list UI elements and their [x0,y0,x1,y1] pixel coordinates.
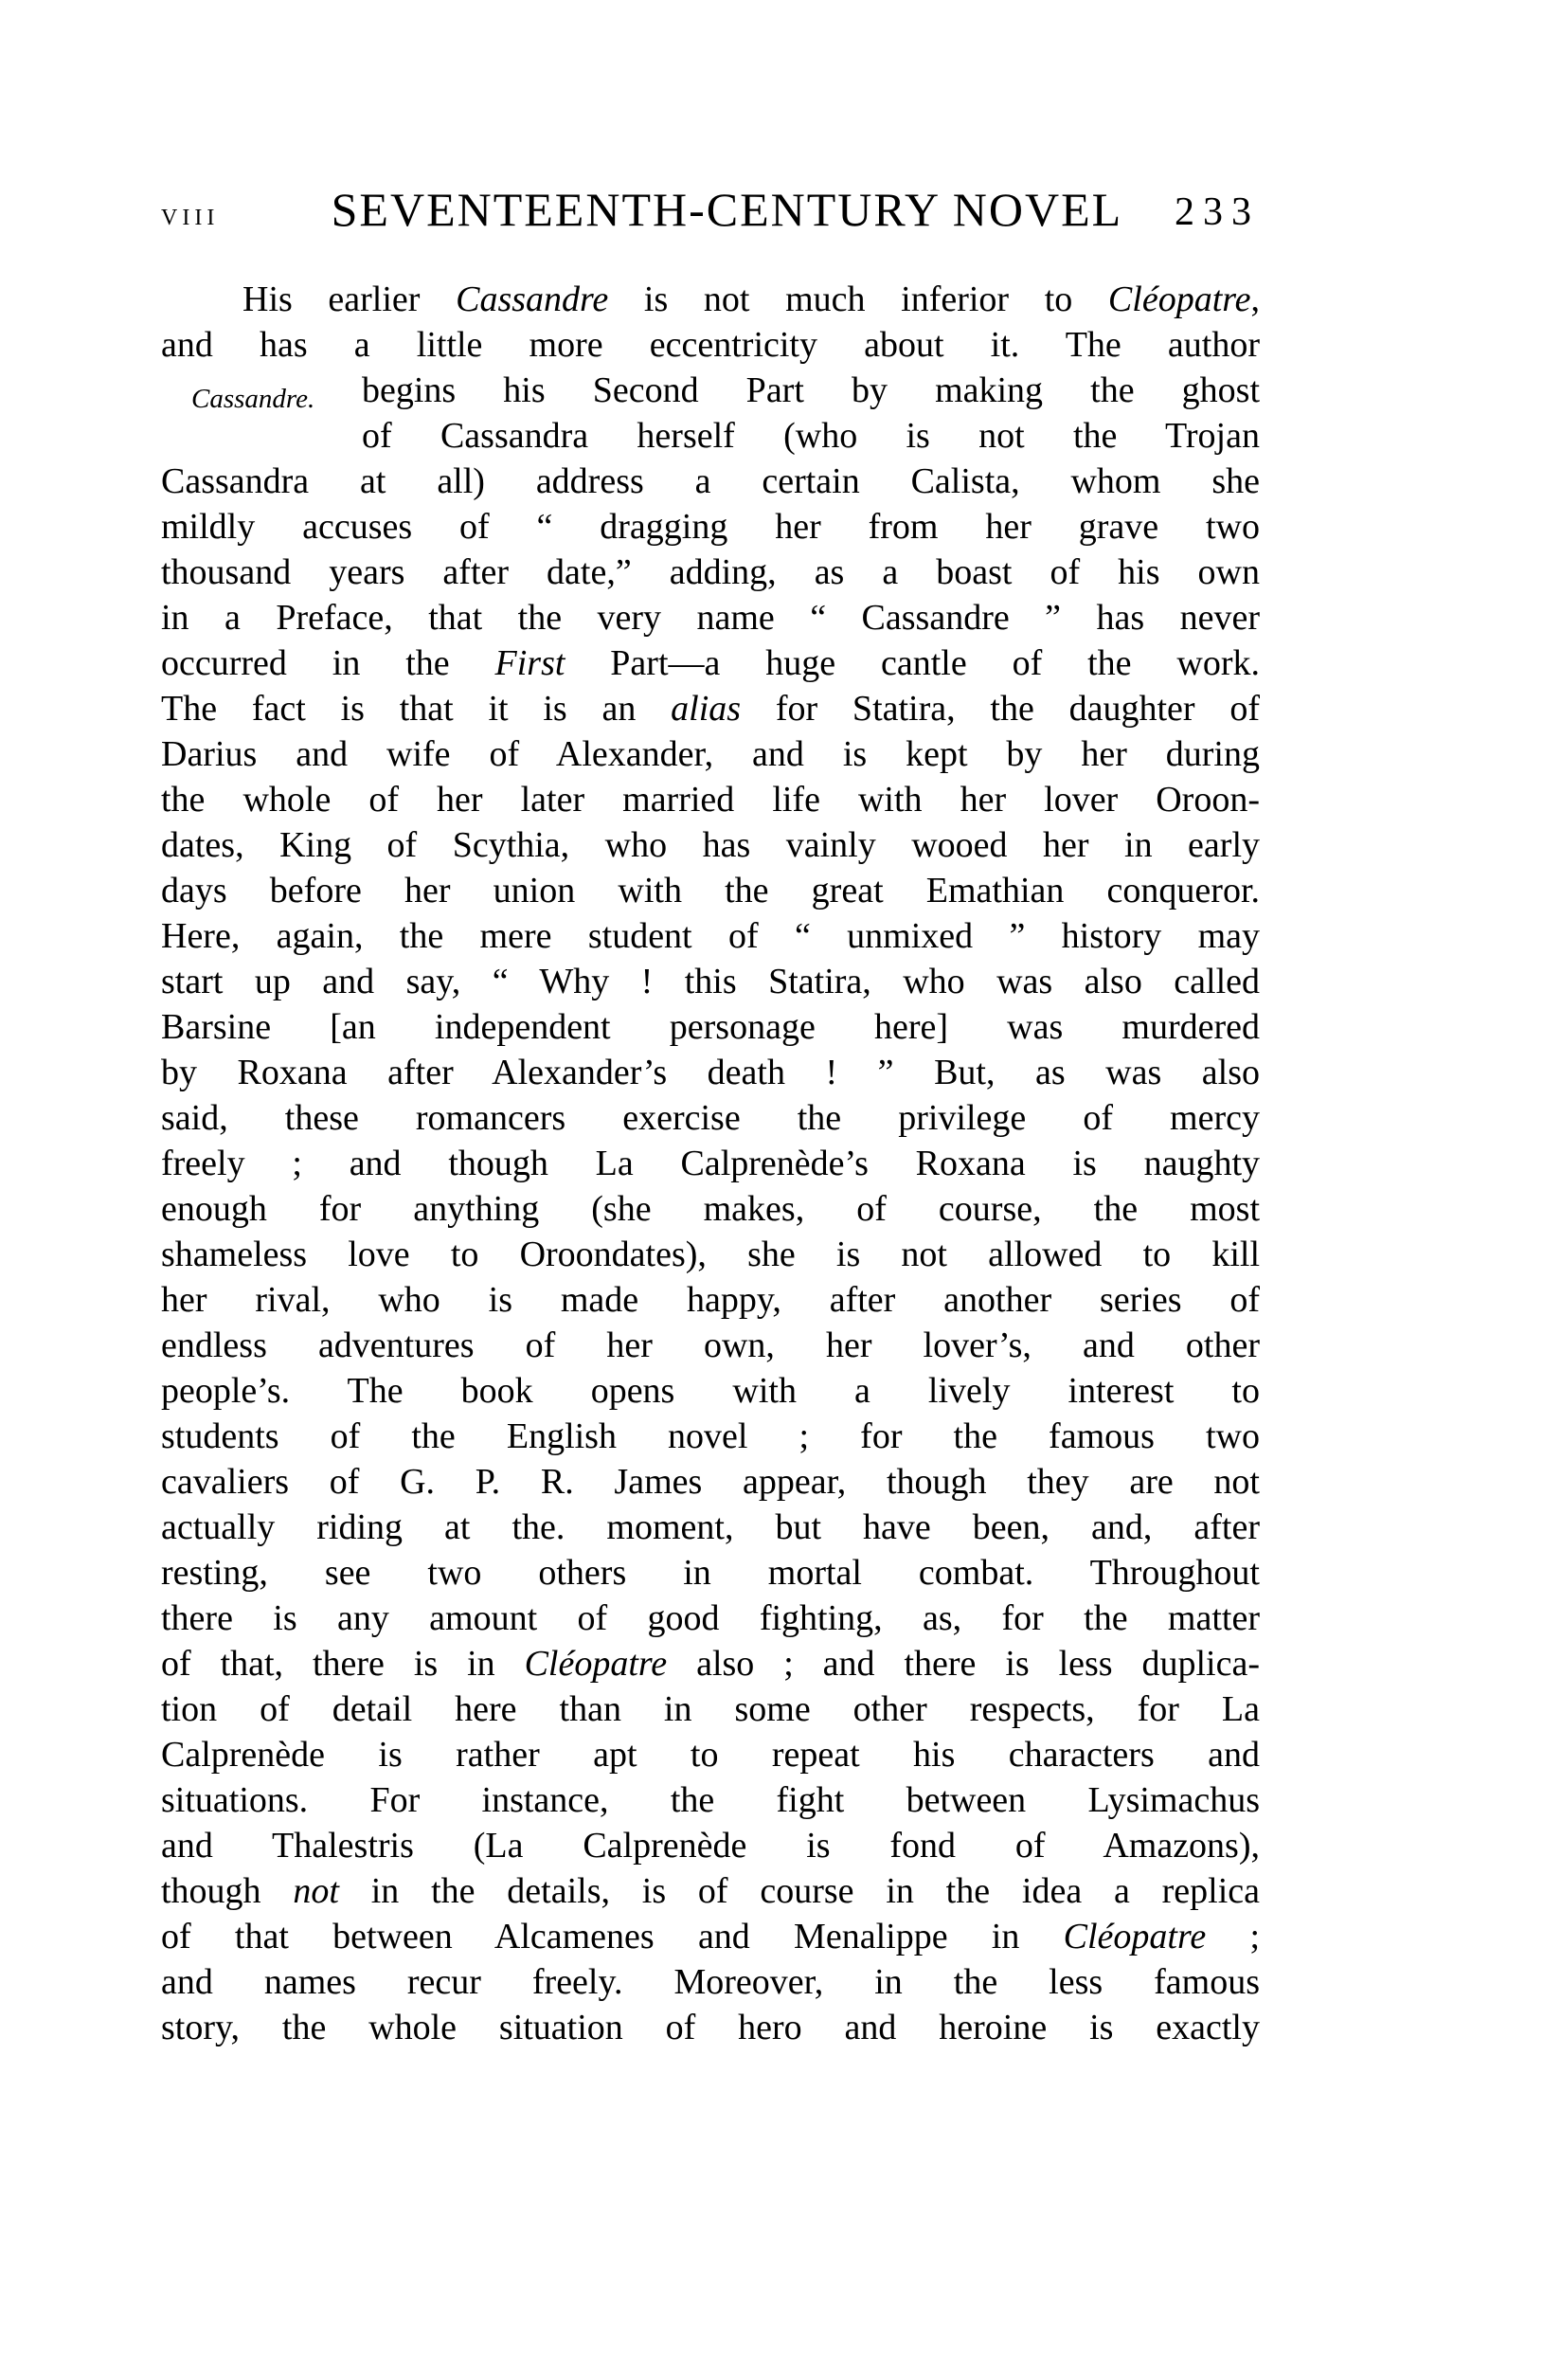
text-line [161,686,1260,731]
text-segment: tion of detail here than in some other respects, for La [161,1689,1260,1729]
text-segment: freely ; and though La Calprenède’s Roxana is naughty [161,1144,1260,1183]
text-line [161,868,1260,913]
text-line [161,1641,1260,1686]
text-line [161,1186,1260,1232]
text-line [161,1959,1260,2005]
text-line [161,1232,1260,1277]
text-segment: by Roxana after Alexander’s death ! ” But, as was also [161,1053,1260,1092]
text-segment: mildly accuses of “ dragging her from her grave two [161,507,1260,547]
text-line [161,1459,1260,1505]
text-segment: begins his Second Part by making the ghost [362,370,1260,410]
italic-text: First [494,643,565,683]
text-line [161,1414,1260,1459]
text-line [161,822,1260,868]
text-segment: and Thalestris (La Calprenède is fond of Amazons), [161,1826,1260,1866]
text-segment: ; [1206,1917,1260,1956]
text-segment: is not much inferior to [608,279,1108,319]
text-segment: actually riding at the. moment, but have been, and, after [161,1507,1260,1547]
text-segment: enough for anything (she makes, of course, the most [161,1189,1260,1229]
text-segment: start up and say, “ Why ! this Statira, who was also called [161,962,1260,1001]
text-line [161,2005,1260,2050]
text-line [161,1323,1260,1368]
text-line [161,1004,1260,1050]
text-segment: Darius and wife of Alexander, and is kept by her during [161,734,1260,774]
text-line [161,504,1260,550]
text-segment: days before her union with the great Emathian conqueror. [161,871,1260,911]
text-segment: of that, there is in [161,1644,525,1684]
margin-sidenote: Cassandre. [191,384,315,414]
text-block [161,277,1260,2050]
text-segment: Barsine [an independent personage here] was murdered [161,1007,1260,1047]
text-line [161,595,1260,640]
text-segment: for Statira, the daughter of [741,689,1260,729]
text-segment: there is any amount of good fighting, as, for the matter [161,1598,1260,1638]
text-line [161,1823,1260,1868]
text-line [161,959,1260,1004]
text-line [161,368,1260,413]
chapter-number: VIII [161,206,220,230]
text-line [161,777,1260,822]
text-segment: endless adventures of her own, her lover’s, and other [161,1325,1260,1365]
text-line [161,640,1260,686]
text-segment: and names recur freely. Moreover, in the less famous [161,1962,1260,2002]
text-segment: in a Preface, that the very name “ Cassandre ” has never [161,598,1260,638]
text-line [161,277,1260,322]
text-segment: The fact is that it is an [161,689,672,729]
italic-text: Cléopatre [524,1644,668,1684]
italic-text: Cléopatre [1107,279,1251,319]
text-line [161,1868,1260,1914]
text-line [161,1368,1260,1414]
text-segment: Here, again, the mere student of “ unmixed ” history may [161,916,1260,956]
page-number: 233 [1175,190,1260,234]
text-segment: shameless love to Oroondates), she is not allowed to kill [161,1235,1260,1274]
text-line [161,1050,1260,1095]
text-segment: the whole of her later married life with her lover Oroon- [161,780,1260,820]
text-line [161,1141,1260,1186]
text-segment: , [1250,279,1260,319]
text-line [161,1505,1260,1550]
italic-text: alias [671,689,742,729]
text-segment: of Cassandra herself (who is not the Trojan [362,416,1260,456]
text-line [161,459,1260,504]
text-segment: in the details, is of course in the idea a replica [338,1871,1260,1911]
text-segment: cavaliers of G. P. R. James appear, though they are not [161,1462,1260,1502]
text-segment: said, these romancers exercise the privilege of mercy [161,1098,1260,1138]
text-segment: though [161,1871,294,1911]
text-line [161,413,1260,459]
text-segment: people’s. The book opens with a lively interest to [161,1371,1260,1411]
text-segment: also ; and there is less duplica- [667,1644,1260,1684]
text-segment: His earlier [242,279,457,319]
text-segment: dates, King of Scythia, who has vainly wooed her in early [161,825,1260,865]
text-line [161,1596,1260,1641]
text-segment: story, the whole situation of hero and heroine is exactly [161,2008,1260,2047]
text-segment: students of the English novel ; for the famous two [161,1416,1260,1456]
text-segment: resting, see two others in mortal combat. Throughout [161,1553,1260,1593]
text-line [161,1914,1260,1959]
text-line [161,1277,1260,1323]
text-line [161,550,1260,595]
text-line [161,913,1260,959]
italic-text: Cassandre [456,279,609,319]
text-segment: thousand years after date,” adding, as a boast of his own [161,552,1260,592]
text-line [161,1777,1260,1823]
text-segment: her rival, who is made happy, after another series of [161,1280,1260,1320]
text-segment: Cassandra at all) address a certain Calista, whom she [161,461,1260,501]
page-title: SEVENTEENTH-CENTURY NOVEL [331,183,1123,236]
text-line [161,322,1260,368]
text-line [161,1732,1260,1777]
italic-text: not [293,1871,339,1911]
text-line [161,731,1260,777]
text-line [161,1550,1260,1596]
italic-text: Cléopatre [1063,1917,1207,1956]
text-segment: and has a little more eccentricity about it. The author [161,325,1260,365]
text-segment: of that between Alcamenes and Menalippe in [161,1917,1064,1956]
text-segment: Calprenède is rather apt to repeat his characters and [161,1735,1260,1775]
text-segment: occurred in the [161,643,495,683]
text-segment: Part—a huge cantle of the work. [565,643,1260,683]
text-line [161,1095,1260,1141]
text-segment: situations. For instance, the fight between Lysimachus [161,1780,1260,1820]
text-line [161,1686,1260,1732]
running-header [161,183,1260,237]
